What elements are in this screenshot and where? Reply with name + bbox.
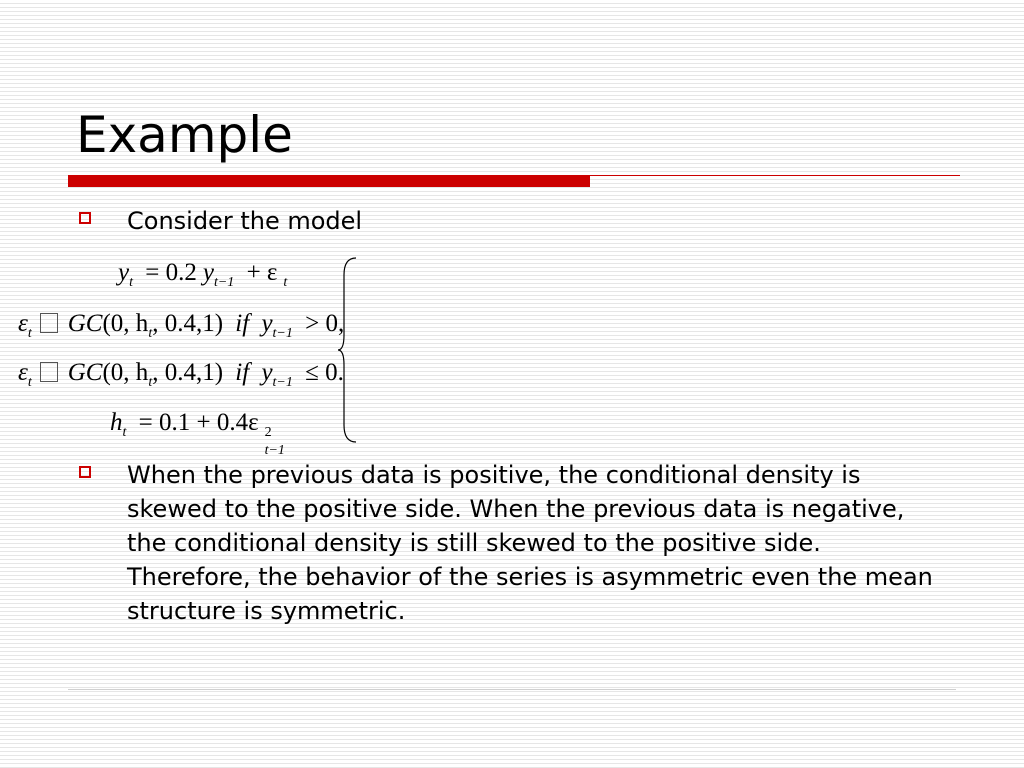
- missing-glyph-icon: [40, 313, 58, 333]
- title-underline-thick: [68, 175, 590, 187]
- bullet-square-icon: [79, 212, 91, 224]
- left-brace-icon: [336, 255, 360, 445]
- bullet-square-icon: [79, 466, 91, 478]
- slide-title: Example: [76, 106, 293, 164]
- bullet-text-2: When the previous data is positive, the conditional density is skewed to the positive side. When the previous data is negative, the conditional density is still skewed to the positive side. Therefore, the behavior of the series is asymmetric even the mean structure is symmetric.: [127, 461, 933, 625]
- missing-glyph-icon: [40, 362, 58, 382]
- equation-line-3: $\varepsilon_t$ GC(0, $h_t$, 0.4,1) if $y_{t-1} \le 0$.: [18, 359, 344, 390]
- footer-divider: [68, 689, 956, 690]
- equation-line-2: $\varepsilon_t$ GC(0, $h_t$, 0.4,1) if $y_{t-1} > 0$,: [18, 310, 345, 341]
- title-underline-thin: [590, 175, 960, 176]
- equation-line-4: $h_t = 0.1 + 0.4\varepsilon$ 2 t−1: [110, 409, 285, 458]
- bullet-text-1: Consider the model: [127, 207, 363, 235]
- equation-line-1: $y_t = 0.2$ $y_{t-1} + \varepsilon$ $_t$: [118, 259, 288, 290]
